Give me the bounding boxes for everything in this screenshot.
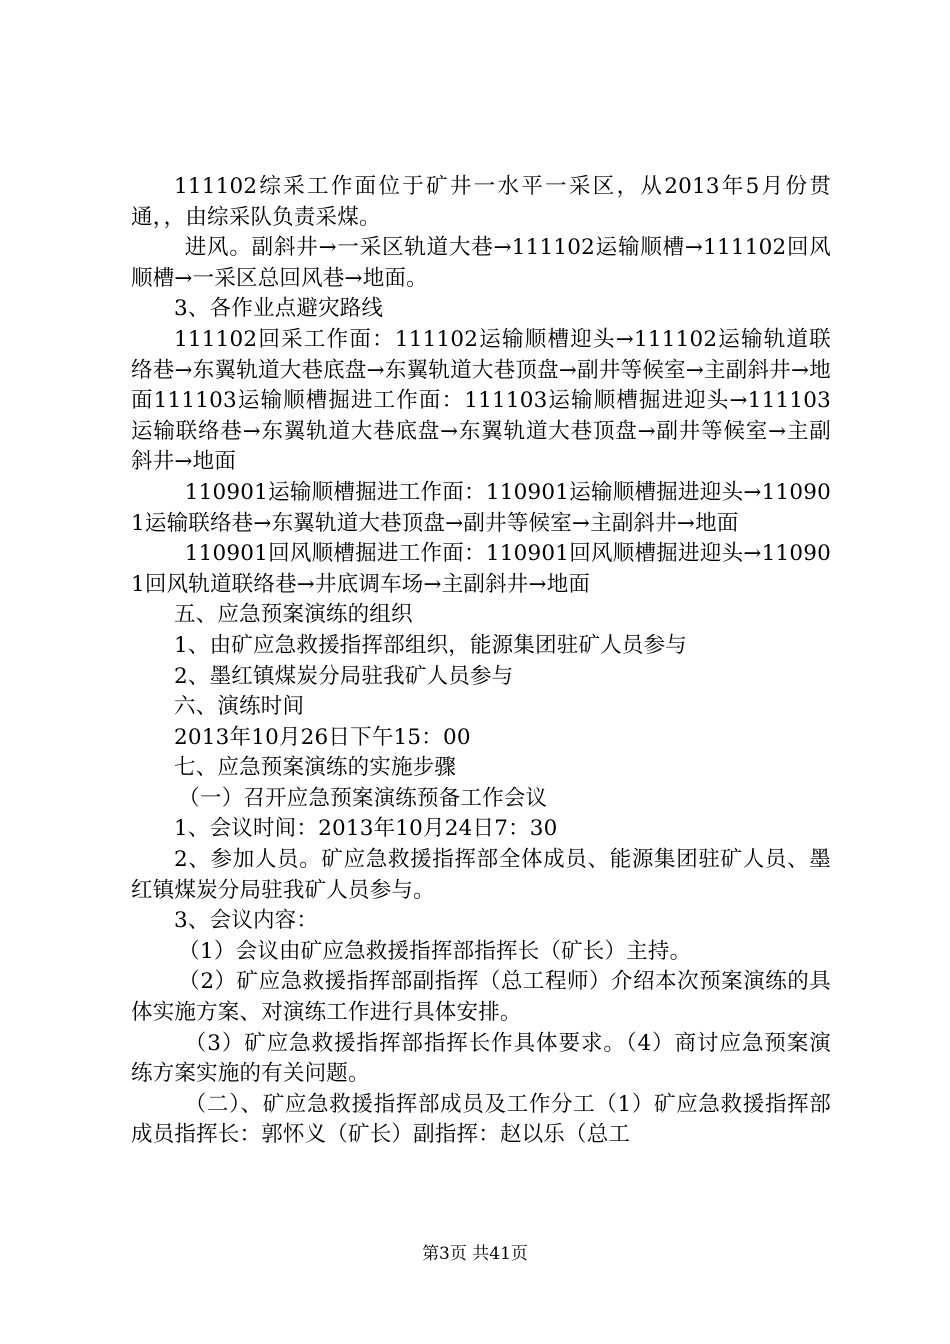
paragraph-110901-transport-route: 110901运输顺槽掘进工作面：110901运输顺槽掘进迎头→110901运输联络巷→东翼轨道大巷顶盘→副井等候室→主副斜井→地面	[131, 479, 831, 536]
paragraph-110901-return-route: 110901回风顺槽掘进工作面：110901回风顺槽掘进迎头→110901回风轨道联络巷→井底调车场→主副斜井→地面	[131, 541, 831, 597]
paragraph-111102-escape-route: 111102回采工作面：111102运输顺槽迎头→111102运输轨道联络巷→东翼轨道大巷底盘→东翼轨道大巷顶盘→副井等候室→主副斜井→地面111103运输顺槽掘进工作面：111103运输顺槽掘进迎头→111103运输联络巷→东翼轨道大巷底盘→东翼轨道大巷顶盘→副井等候室→主副斜井→地面	[131, 326, 831, 475]
document-body	[131, 172, 831, 1151]
paragraph-meeting-time: 1、会议时间：2013年10月24日7：30	[174, 816, 558, 842]
paragraph-intake-air-route: 进风。副斜井→一采区轨道大巷→111102运输顺槽→111102回风顺槽→一采区总回风巷→地面。	[131, 235, 831, 291]
paragraph-meeting-item-3-4: （3）矿应急救援指挥部指挥长作具体要求。（4）商讨应急预案演练方案实施的有关问题。	[131, 1030, 831, 1087]
paragraph-escape-routes-heading: 3、各作业点避灾路线	[174, 296, 384, 322]
paragraph-meeting-item-1: （1）会议由矿应急救援指挥部指挥长（矿长）主持。	[178, 938, 692, 964]
paragraph-drill-time-value: 2013年10月26日下午15：00	[174, 724, 471, 750]
paragraph-organizer-2: 2、墨红镇煤炭分局驻我矿人员参与	[174, 663, 514, 689]
paragraph-organizer-1: 1、由矿应急救援指挥部组织，能源集团驻矿人员参与	[174, 632, 687, 658]
heading-drill-time: 六、演练时间	[174, 694, 305, 720]
paragraph-attendees: 2、参加人员。矿应急救援指挥部全体成员、能源集团驻矿人员、墨红镇煤炭分局驻我矿人员参与。	[131, 847, 831, 903]
paragraph-meeting-content-heading: 3、会议内容：	[174, 908, 319, 934]
paragraph-command-members: （二）、矿应急救援指挥部成员及工作分工（1）矿应急救援指挥部成员指挥长：郭怀义（矿长）副指挥：赵以乐（总工	[131, 1091, 831, 1148]
page-number-label: 第3页 共41页	[422, 1244, 528, 1264]
heading-drill-organization: 五、应急预案演练的组织	[174, 602, 413, 628]
heading-prep-meeting: （一）召开应急预案演练预备工作会议	[178, 785, 548, 811]
heading-implementation-steps: 七、应急预案演练的实施步骤	[174, 755, 457, 781]
paragraph-coal-face-intro: 111102综采工作面位于矿井一水平一采区，从2013年5月份贯通，，由综采队负责采煤。	[131, 174, 831, 230]
paragraph-meeting-item-2: （2）矿应急救援指挥部副指挥（总工程师）介绍本次预案演练的具体实施方案、对演练工作进行具体安排。	[131, 969, 831, 1026]
page-footer	[0, 1243, 950, 1265]
